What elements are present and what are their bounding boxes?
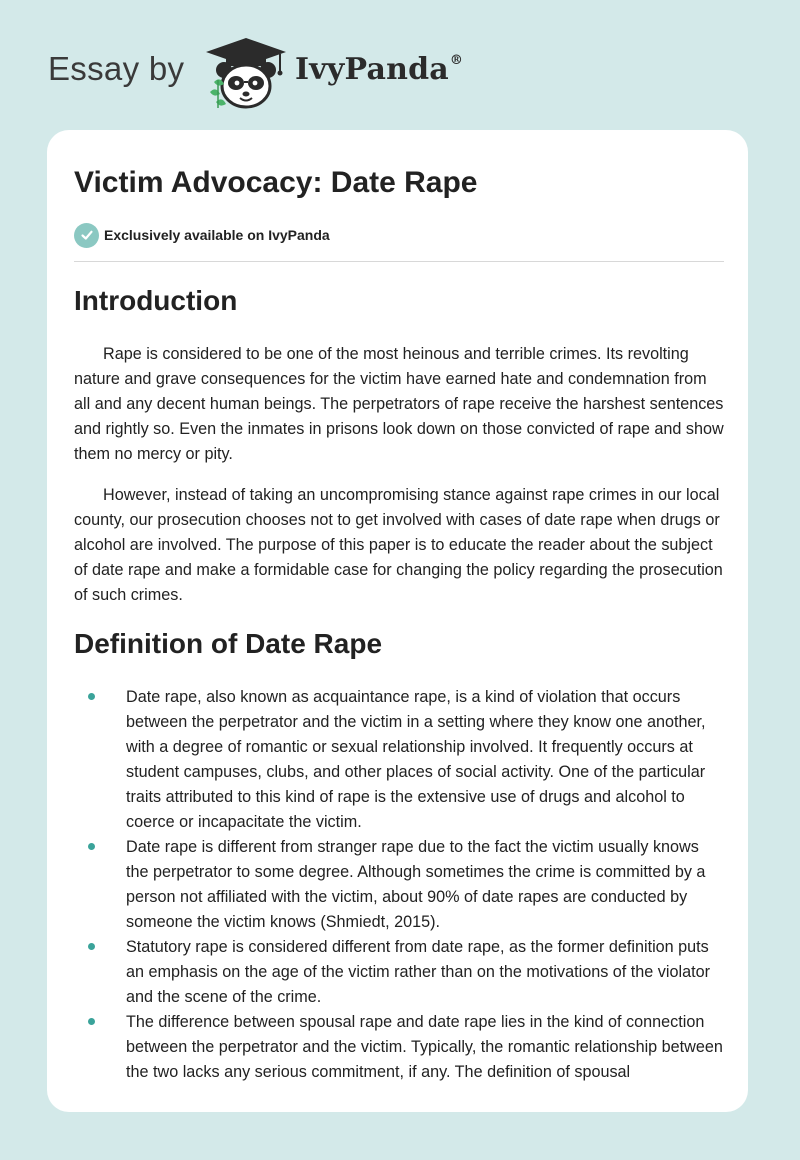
exclusive-badge: [74, 222, 330, 248]
registered-mark: ®: [449, 53, 464, 68]
title-divider: [74, 261, 724, 262]
brand-name[interactable]: IvyPanda®: [295, 52, 464, 87]
bullet-icon: [88, 843, 95, 850]
list-item-text: Date rape is different from stranger rape due to the fact the victim usually knows the perpetrator to some degree. Although sometimes the crime is committed by a person not affiliated with the victim, about 90% of date rapes are conducted by someone the victim knows (Shmiedt, 2015).: [126, 838, 706, 931]
article-card: [47, 130, 748, 1112]
list-item-text: Date rape, also known as acquaintance rape, is a kind of violation that occurs between the perpetrator and the victim in a setting where they know one another, with a degree of romantic or sexual relationship involved. It frequently occurs at student campuses, clubs, and other places of social activity. One of the particular traits attributed to this kind of rape is the extensive use of drugs and alcohol to coerce or incapacitate the victim.: [126, 688, 706, 831]
bullet-icon: [88, 1018, 95, 1025]
section-heading-definition: Definition of Date Rape: [74, 628, 383, 659]
bullet-icon: [88, 693, 95, 700]
essay-by-label: Essay by: [48, 50, 185, 87]
list-item-text: The difference between spousal rape and date rape lies in the kind of connection between the perpetrator and the victim. Typically, the romantic relationship between the two lacks any serious commitment, if any. The definition of spousal: [126, 1013, 723, 1081]
list-item-text: Statutory rape is considered different from date rape, as the former definition puts an emphasis on the age of the victim rather than on the motivations of the violator and the scene of the crime.: [126, 938, 710, 1006]
list-item: [74, 1010, 724, 1085]
list-item: [74, 935, 724, 1010]
definition-list: [74, 685, 724, 1085]
intro-paragraph-1: Rape is considered to be one of the most heinous and terrible crimes. Its revolting nature and grave consequences for the victim have earned hate and condemnation from all and any decent human beings. The perpetrators of rape receive the harshest sentences and rightly so. Even the inmates in prisons look down on those convicted of rape and show them no mercy or pity.: [74, 345, 724, 463]
panda-logo-icon[interactable]: [200, 36, 292, 110]
exclusive-badge-text: Exclusively available on IvyPanda: [104, 227, 330, 243]
article-title: Victim Advocacy: Date Rape: [74, 166, 478, 199]
check-icon: [74, 223, 99, 248]
intro-paragraph-2: However, instead of taking an uncompromising stance against rape crimes in our local county, our prosecution chooses not to get involved with cases of date rape when drugs or alcohol are involved. The purpose of this paper is to educate the reader about the subject of date rape and make a formidable case for changing the policy regarding the prosecution of such crimes.: [74, 486, 723, 604]
site-header: [0, 0, 800, 130]
section-heading-introduction: Introduction: [74, 285, 238, 316]
list-item: [74, 685, 724, 835]
list-item: [74, 835, 724, 935]
bullet-icon: [88, 943, 95, 950]
